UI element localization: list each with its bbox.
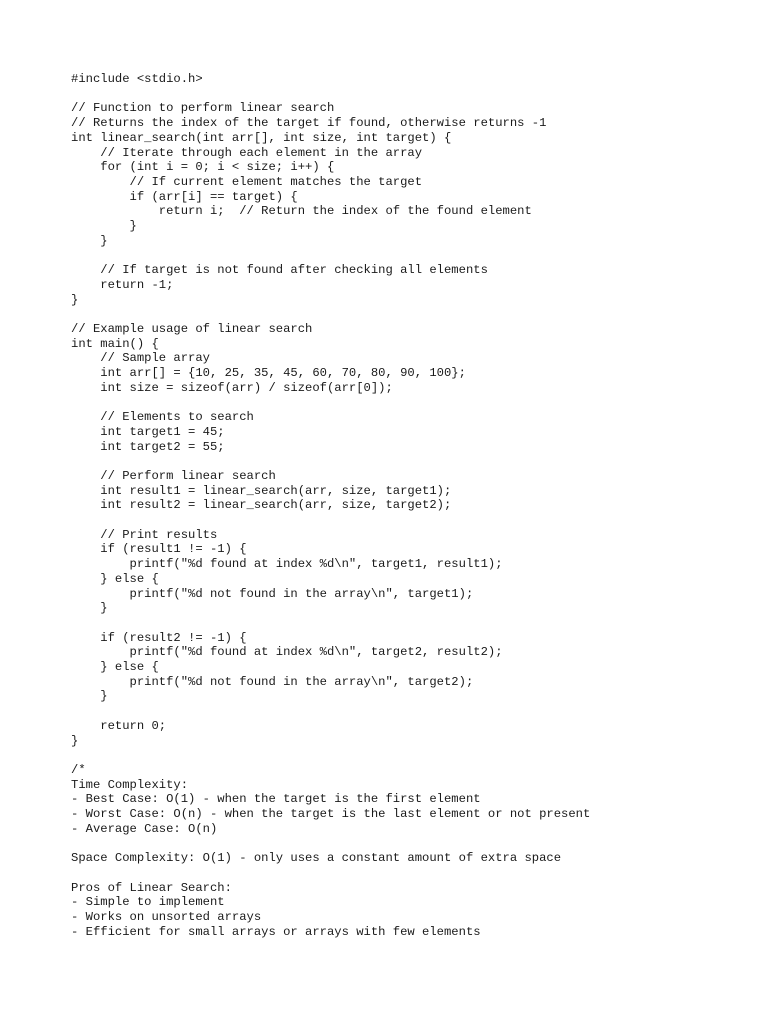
code-line: #include <stdio.h> xyxy=(71,72,203,86)
code-line: Space Complexity: O(1) - only uses a constant amount of extra space xyxy=(71,851,562,866)
blank-line xyxy=(71,704,590,719)
code-line: printf("%d not found in the array\n", target2); xyxy=(71,674,474,689)
code-line: int target2 = 55; xyxy=(71,439,225,454)
code-line: - Best Case: O(1) - when the target is the first element xyxy=(71,792,481,807)
code-line: // Function to perform linear search xyxy=(71,101,335,116)
code-line: return -1; xyxy=(71,277,174,292)
code-line: if (arr[i] == target) { xyxy=(71,189,298,204)
code-line: Pros of Linear Search: xyxy=(71,880,232,895)
code-line: printf("%d found at index %d\n", target2, result2); xyxy=(71,645,503,660)
code-line: // If current element matches the target xyxy=(71,174,423,189)
code-line: - Works on unsorted arrays xyxy=(71,909,262,924)
code-line: // Iterate through each element in the array xyxy=(71,145,423,160)
code-line: int linear_search(int arr[], int size, int target) { xyxy=(71,130,452,145)
blank-line xyxy=(71,836,590,851)
code-line: int result2 = linear_search(arr, size, target2); xyxy=(71,498,452,513)
blank-line xyxy=(71,248,590,263)
blank-line xyxy=(71,454,590,469)
code-line: } xyxy=(71,219,137,234)
code-line: } xyxy=(71,601,108,616)
code-line: // Sample array xyxy=(71,351,210,366)
code-line: } xyxy=(71,292,79,307)
code-line: int result1 = linear_search(arr, size, target1); xyxy=(71,483,452,498)
blank-line xyxy=(71,395,590,410)
code-line: } xyxy=(71,733,79,748)
code-line: if (result1 != -1) { xyxy=(71,542,247,557)
blank-line xyxy=(71,513,590,528)
code-line: } else { xyxy=(71,571,159,586)
code-line: - Worst Case: O(n) - when the target is the last element or not present xyxy=(71,807,591,822)
code-line: return i; // Return the index of the found element xyxy=(71,204,532,219)
blank-line xyxy=(71,87,590,102)
code-line: } xyxy=(71,689,108,704)
blank-line xyxy=(71,748,590,763)
code-line: /* xyxy=(71,762,86,777)
code-line: - Average Case: O(n) xyxy=(71,821,218,836)
code-line: printf("%d found at index %d\n", target1, result1); xyxy=(71,557,503,572)
code-line: // Returns the index of the target if found, otherwise returns -1 xyxy=(71,116,547,131)
code-line: for (int i = 0; i < size; i++) { xyxy=(71,160,335,175)
blank-line xyxy=(71,307,590,322)
code-line: // Example usage of linear search xyxy=(71,321,313,336)
code-line: } else { xyxy=(71,660,159,675)
code-line: if (result2 != -1) { xyxy=(71,630,247,645)
blank-line xyxy=(71,616,590,631)
code-line: return 0; xyxy=(71,718,167,733)
code-line: // Elements to search xyxy=(71,410,254,425)
code-line: int arr[] = {10, 25, 35, 45, 60, 70, 80, 90, 100}; xyxy=(71,366,466,381)
code-listing xyxy=(71,72,590,939)
code-line: // Perform linear search xyxy=(71,468,276,483)
code-line: int target1 = 45; xyxy=(71,424,225,439)
blank-line xyxy=(71,866,590,881)
code-line: int main() { xyxy=(71,336,159,351)
code-line: int size = sizeof(arr) / sizeof(arr[0]); xyxy=(71,380,393,395)
code-line: // If target is not found after checking all elements xyxy=(71,263,488,278)
code-line: // Print results xyxy=(71,527,218,542)
code-line: - Simple to implement xyxy=(71,895,225,910)
code-line: printf("%d not found in the array\n", target1); xyxy=(71,586,474,601)
code-line: - Efficient for small arrays or arrays with few elements xyxy=(71,924,481,939)
code-line: Time Complexity: xyxy=(71,777,189,792)
code-line: } xyxy=(71,233,108,248)
